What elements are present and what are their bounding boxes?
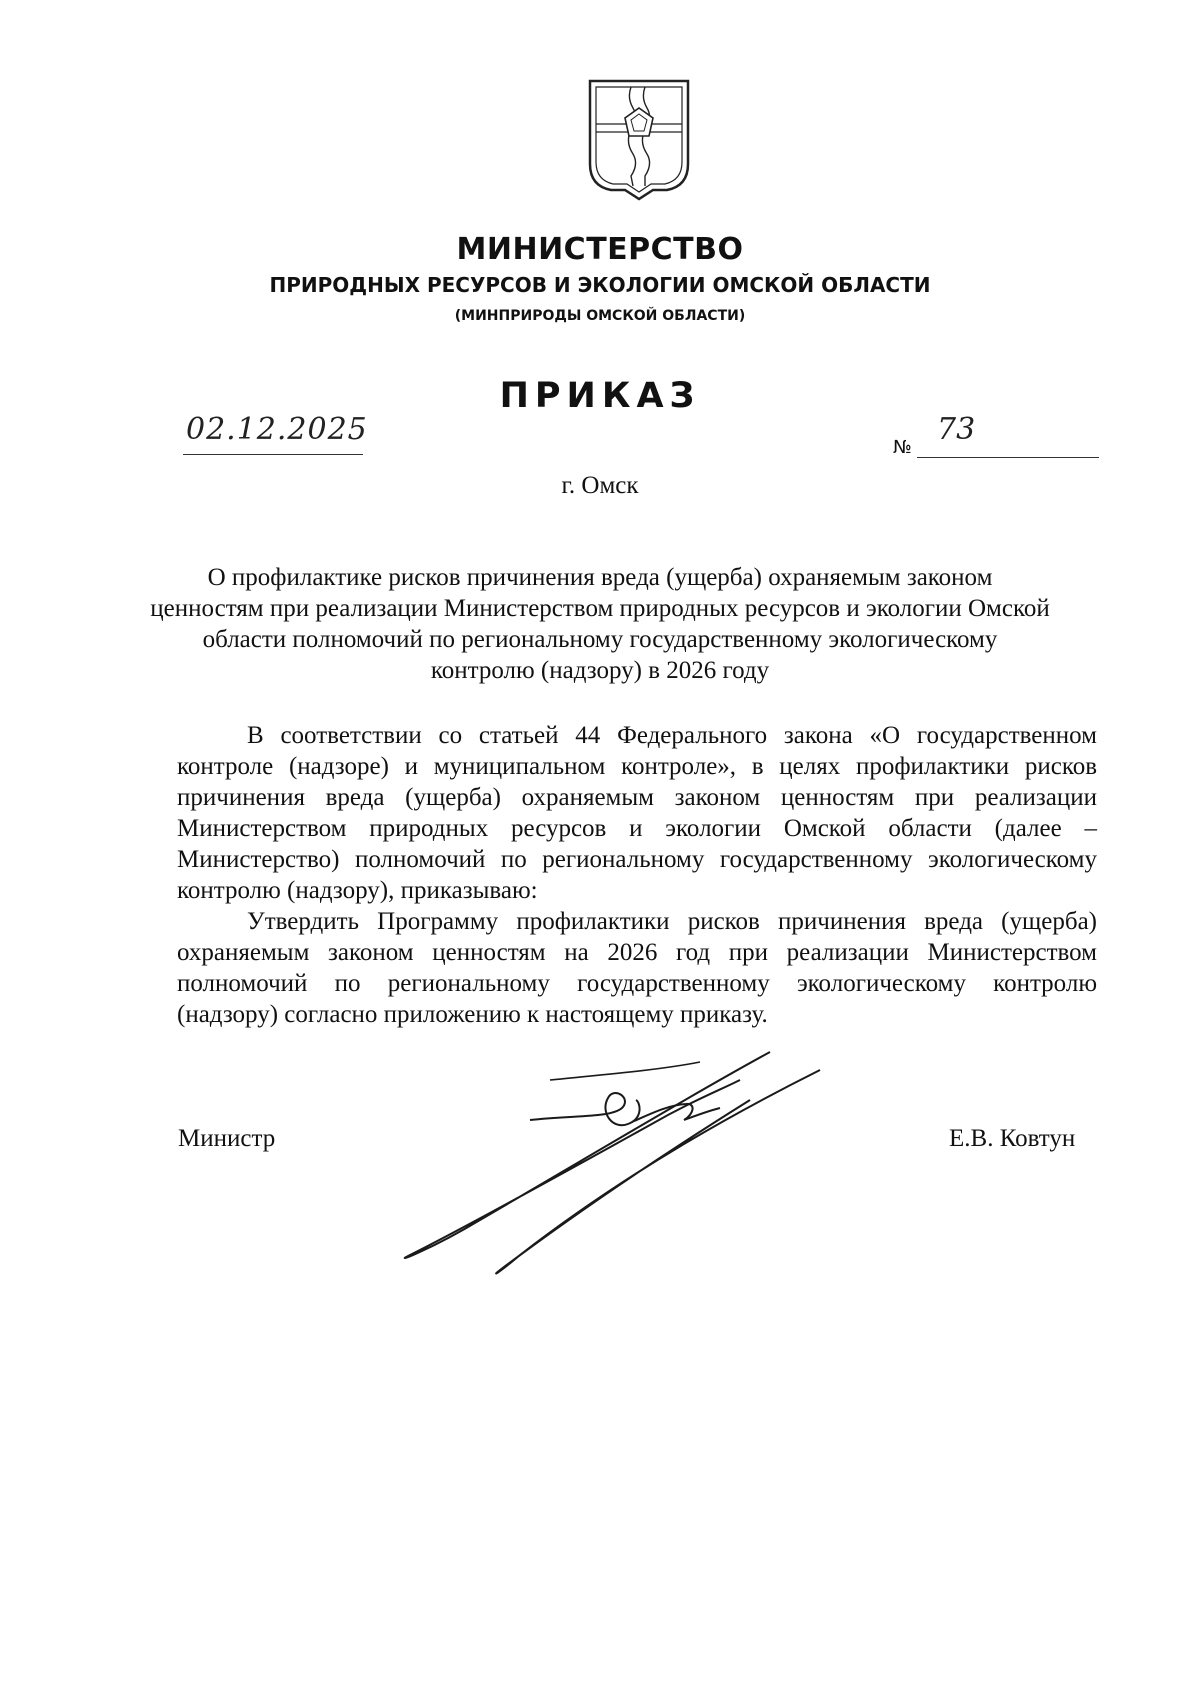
number-sign: № (893, 437, 912, 458)
handwritten-signature (400, 1050, 860, 1280)
signatory-name: Е.В. Ковтун (949, 1125, 1076, 1152)
ministry-short-name: (МИНПРИРОДЫ ОМСКОЙ ОБЛАСТИ) (454, 308, 746, 324)
body-paragraph: Утвердить Программу профилактики рисков причинения вреда (ущерба) охраняемым законом ценностям на 2026 год при реализации Министерством полномочий по региональному государственному экологическому контролю (надзору) согласно приложению к настоящему приказу. (177, 908, 1097, 1028)
document-body (177, 720, 1097, 1030)
ministry-title: МИНИСТЕРСТВО (456, 232, 744, 267)
signatory-title: Министр (178, 1125, 276, 1152)
date-underline (183, 454, 363, 455)
document-number: 73 (937, 412, 976, 447)
document-heading: О профилактике рисков причинения вреда (ущерба) охраняемым законом ценностям при реализации Министерством природных ресурсов и экологии Омской области полномочий по региональному государственному экологическому контролю (надзору) в 2026 году (150, 564, 1050, 684)
ministry-subtitle: ПРИРОДНЫХ РЕСУРСОВ И ЭКОЛОГИИ ОМСКОЙ ОБЛАСТИ (269, 273, 931, 297)
body-paragraph: В соответствии со статьей 44 Федерального закона «О государственном контроле (надзоре) и муниципальном контроле», в целях профилактики рисков причинения вреда (ущерба) охраняемым законом ценностям при реализации Министерством природных ресурсов и экологии Омской области (далее – Министерство) полномочий по региональному государственному экологическому контролю (надзору), приказываю: (177, 722, 1097, 904)
number-underline (917, 457, 1099, 458)
document-type: ПРИКАЗ (499, 376, 701, 416)
document-date: 02.12.2025 (186, 412, 368, 447)
city: г. Омск (561, 472, 639, 499)
coat-of-arms-emblem (587, 78, 691, 202)
